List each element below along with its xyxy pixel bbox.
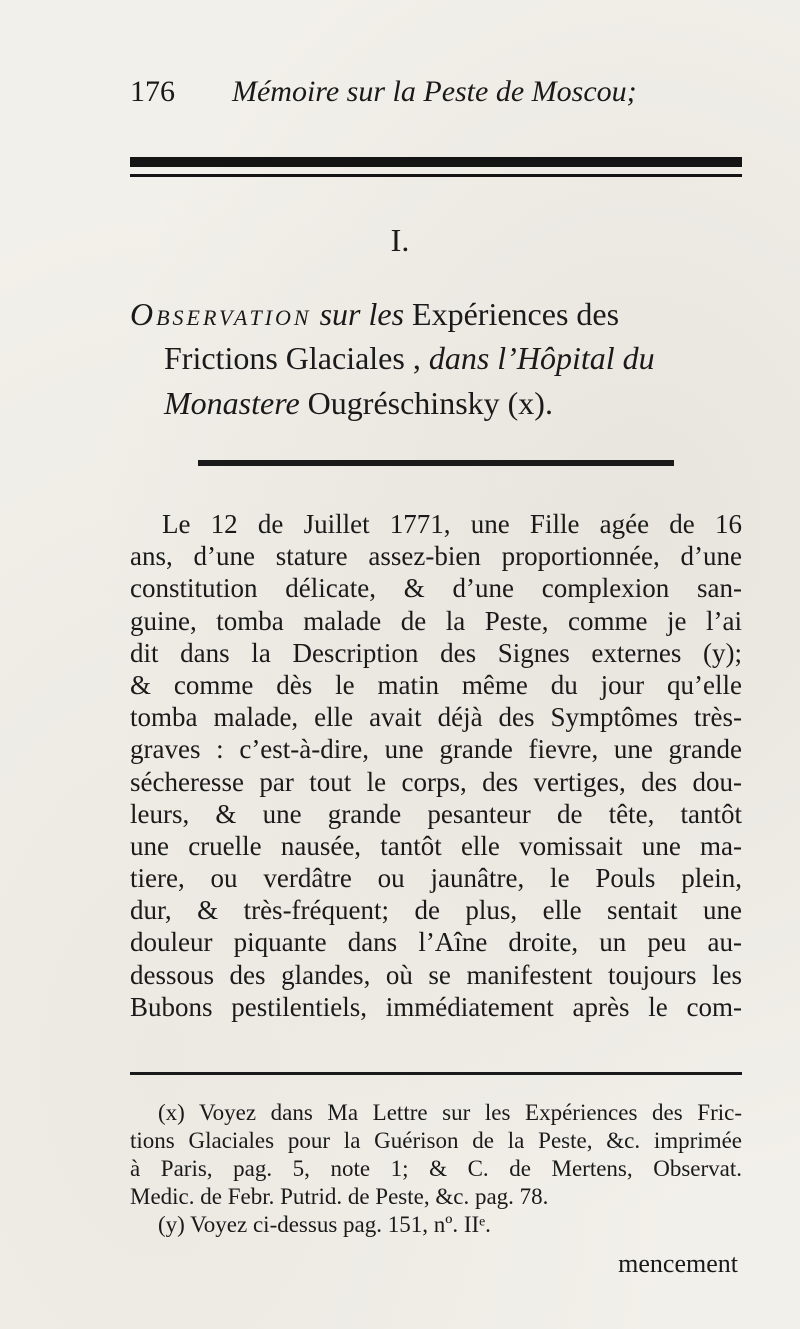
footnote-separator-rule — [130, 1072, 742, 1075]
header-double-rule — [130, 153, 742, 181]
body-line: constitution délicate, & d’une complexion san- — [130, 573, 742, 604]
body-paragraph — [130, 508, 742, 1023]
footnote-line: tions Glaciales pour la Guérison de la Peste, &c. imprimée — [130, 1128, 742, 1153]
body-line: ans, d’une stature assez-bien proportionnée, d’une — [130, 541, 742, 572]
footnote-line: à Paris, pag. 5, note 1; & C. de Mertens, Observat. — [130, 1156, 742, 1181]
body-line: douleur piquante dans l’Aîne droite, un peu au- — [130, 927, 742, 958]
footnote-line: (y) Voyez ci-dessus pag. 151, nº. IIᵉ. — [158, 1212, 491, 1237]
catchword: mencement — [618, 1249, 738, 1278]
body-line: tomba malade, elle avait déjà des Symptômes très- — [130, 702, 742, 733]
heading-line-3 — [164, 381, 742, 425]
body-line: dit dans la Description des Signes externes (y); — [130, 637, 742, 668]
section-number: I. — [390, 222, 410, 258]
heading-line-1 — [130, 292, 742, 336]
heading-observation: Observation — [130, 296, 312, 332]
body-line: & comme dès le matin même du jour qu’elle — [130, 669, 742, 700]
heading-rule — [198, 460, 674, 466]
footnote-line: Medic. de Febr. Putrid. de Peste, &c. pag. 78. — [130, 1184, 549, 1209]
body-line: une cruelle nausée, tantôt elle vomissait une ma- — [130, 830, 742, 861]
header-rule-thin — [130, 174, 742, 177]
heading-frictions: Frictions Glaciales , — [164, 340, 421, 376]
body-line: Bubons pestilentiels, immédiatement après le com- — [130, 991, 742, 1022]
heading-line-2 — [164, 336, 742, 380]
heading-monastere: Monastere — [164, 385, 300, 421]
body-line: graves : c’est-à-dire, une grande fievre, une grande — [130, 734, 742, 765]
heading-hopital: dans l’Hôpital du — [428, 340, 655, 376]
body-line: guine, tomba malade de la Peste, comme je l’ai — [130, 605, 742, 636]
running-head — [130, 72, 740, 112]
header-rule-thick — [130, 157, 742, 167]
footnote-line: (x) Voyez dans Ma Lettre sur les Expériences des Fric- — [158, 1100, 742, 1125]
body-line: Le 12 de Juillet 1771, une Fille agée de 16 — [162, 509, 742, 539]
heading-sur-les: sur les — [319, 296, 405, 332]
footnotes — [130, 1099, 742, 1239]
body-line: sécheresse par tout le corps, des vertiges, des dou- — [130, 766, 742, 797]
body-line: dur, & très-fréquent; de plus, elle sentait une — [130, 895, 742, 926]
body-line: tiere, ou verdâtre ou jaunâtre, le Pouls plein, — [130, 863, 742, 894]
heading-ougreschinsky: Ougréschinsky (x). — [307, 385, 553, 421]
body-line: dessous des glandes, où se manifestent toujours les — [130, 959, 742, 990]
body-line: leurs, & une grande pesanteur de tête, tantôt — [130, 798, 742, 829]
heading-experiences: Expériences des — [412, 296, 620, 332]
running-title: Mémoire sur la Peste de Moscou; — [232, 75, 637, 108]
page-number: 176 — [130, 75, 175, 108]
